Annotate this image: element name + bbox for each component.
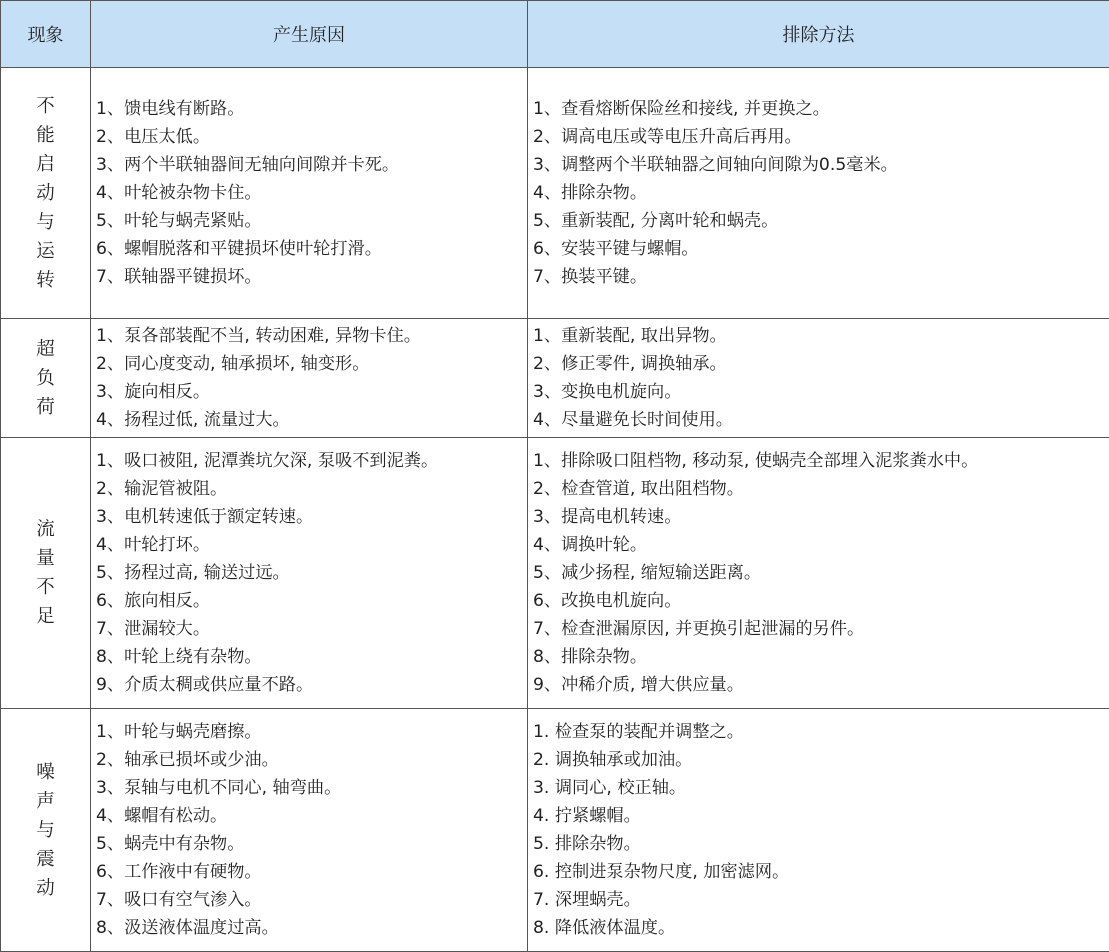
cause-item: 3、电机转速低于额定转速。 [96,503,527,531]
remedy-item: 6. 控制进泵杂物尺度, 加密滤网。 [533,858,1109,886]
remedy-item: 1. 检查泵的装配并调整之。 [533,718,1109,746]
header-cause: 产生原因 [91,1,528,68]
table-row [1,709,1109,952]
cause-item: 5、扬程过高, 输送过远。 [96,559,527,587]
cause-item: 2、轴承已损坏或少油。 [96,746,527,774]
remedy-cell [528,319,1109,438]
cause-cell [91,438,528,709]
cause-item: 4、叶轮打坏。 [96,531,527,559]
remedy-item: 1、排除吸口阻档物, 移动泵, 使蜗壳全部埋入泥浆粪水中。 [533,447,1109,475]
remedy-item: 5、重新装配, 分离叶轮和蜗壳。 [533,207,1109,235]
header-phenomenon: 现象 [1,1,91,68]
cause-item: 3、泵轴与电机不同心, 轴弯曲。 [96,774,527,802]
phenomenon-label: 超负荷 [35,335,55,422]
cause-item: 2、输泥管被阻。 [96,475,527,503]
phenomenon-label: 噪声与震动 [35,758,55,903]
cause-item: 1、馈电线有断路。 [96,95,527,123]
remedy-item: 2. 调换轴承或加油。 [533,746,1109,774]
cause-item: 7、泄漏较大。 [96,615,527,643]
cause-item: 3、旋向相反。 [96,378,527,406]
table-row [1,438,1109,709]
remedy-item: 2、修正零件, 调换轴承。 [533,350,1109,378]
cause-item: 2、电压太低。 [96,123,527,151]
remedy-item: 9、冲稀介质, 增大供应量。 [533,671,1109,699]
cause-item: 6、工作液中有硬物。 [96,858,527,886]
remedy-item: 3、提高电机转速。 [533,503,1109,531]
remedy-item: 4、调换叶轮。 [533,531,1109,559]
remedy-item: 7. 深埋蜗壳。 [533,886,1109,914]
phenomenon-label: 不能启动与运转 [35,92,55,295]
phenomenon-cell [1,709,91,952]
cause-cell [91,709,528,952]
cause-item: 8、汲送液体温度过高。 [96,914,527,942]
cause-item: 8、叶轮上绕有杂物。 [96,643,527,671]
remedy-item: 8. 降低液体温度。 [533,914,1109,942]
table-row [1,319,1109,438]
remedy-item: 3. 调同心, 校正轴。 [533,774,1109,802]
phenomenon-cell [1,319,91,438]
cause-cell [91,319,528,438]
cause-item: 3、两个半联轴器间无轴向间隙并卡死。 [96,151,527,179]
cause-item: 1、泵各部装配不当, 转动困难, 异物卡住。 [96,322,527,350]
remedy-item: 8、排除杂物。 [533,643,1109,671]
cause-item: 5、叶轮与蜗壳紧贴。 [96,207,527,235]
remedy-cell [528,438,1109,709]
cause-item: 5、蜗壳中有杂物。 [96,830,527,858]
remedy-cell [528,68,1109,319]
phenomenon-cell [1,438,91,709]
cause-item: 4、螺帽有松动。 [96,802,527,830]
cause-item: 4、叶轮被杂物卡住。 [96,179,527,207]
remedy-item: 1、查看熔断保险丝和接线, 并更换之。 [533,95,1109,123]
cause-item: 2、同心度变动, 轴承损坏, 轴变形。 [96,350,527,378]
cause-item: 4、扬程过低, 流量过大。 [96,406,527,434]
remedy-item: 4、尽量避免长时间使用。 [533,406,1109,434]
cause-item: 1、吸口被阻, 泥潭粪坑欠深, 泵吸不到泥粪。 [96,447,527,475]
header-row [1,1,1109,68]
remedy-item: 5. 排除杂物。 [533,830,1109,858]
cause-cell [91,68,528,319]
phenomenon-cell [1,68,91,319]
cause-item: 6、旅向相反。 [96,587,527,615]
cause-item: 6、螺帽脱落和平键损坏使叶轮打滑。 [96,235,527,263]
remedy-item: 2、调高电压或等电压升高后再用。 [533,123,1109,151]
remedy-item: 7、换装平键。 [533,263,1109,291]
remedy-item: 6、改换电机旋向。 [533,587,1109,615]
remedy-item: 2、检查管道, 取出阻档物。 [533,475,1109,503]
table-row [1,68,1109,319]
remedy-item: 5、减少扬程, 缩短输送距离。 [533,559,1109,587]
remedy-item: 1、重新装配, 取出异物。 [533,322,1109,350]
remedy-item: 7、检查泄漏原因, 并更换引起泄漏的另件。 [533,615,1109,643]
phenomenon-label: 流量不足 [35,515,55,631]
cause-item: 1、叶轮与蜗壳磨擦。 [96,718,527,746]
cause-item: 7、吸口有空气渗入。 [96,886,527,914]
remedy-item: 6、安装平键与螺帽。 [533,235,1109,263]
header-remedy: 排除方法 [528,1,1109,68]
remedy-item: 3、调整两个半联轴器之间轴向间隙为0.5毫米。 [533,151,1109,179]
remedy-item: 4、排除杂物。 [533,179,1109,207]
cause-item: 9、介质太稠或供应量不路。 [96,671,527,699]
remedy-item: 3、变换电机旋向。 [533,378,1109,406]
remedy-item: 4. 拧紧螺帽。 [533,802,1109,830]
cause-item: 7、联轴器平键损坏。 [96,263,527,291]
remedy-cell [528,709,1109,952]
